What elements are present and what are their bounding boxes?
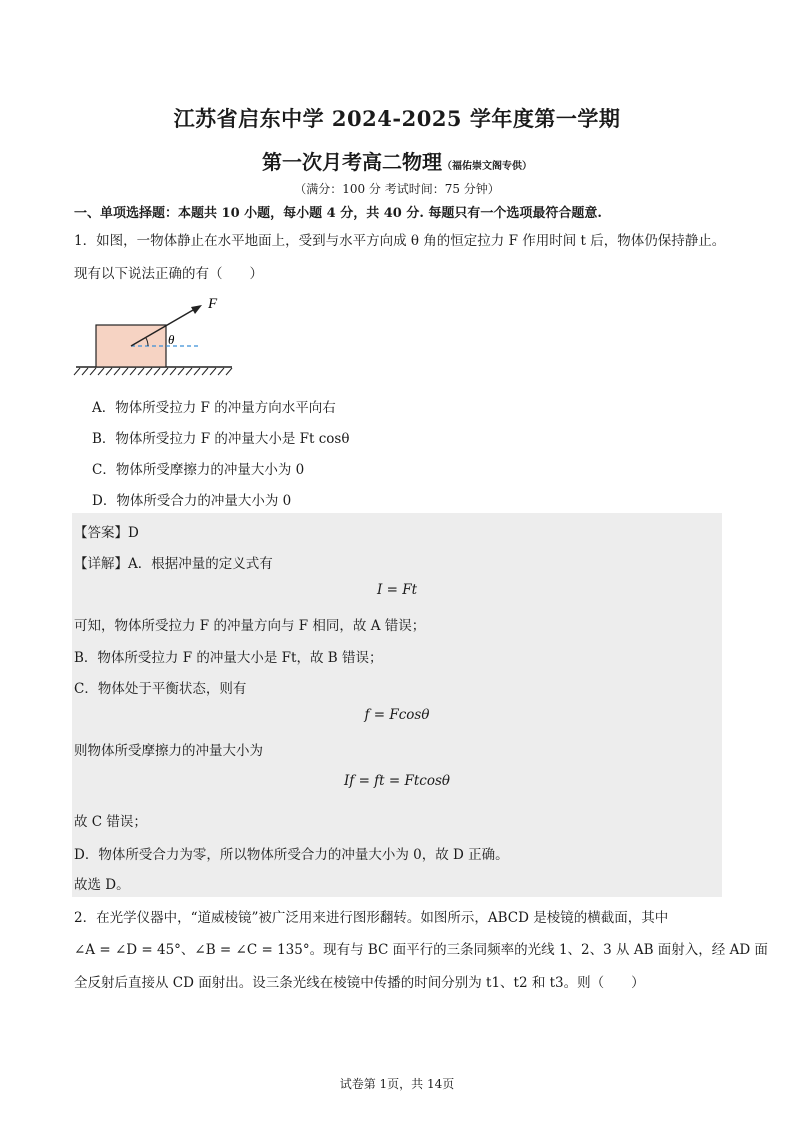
exam-title: 江苏省启东中学 2024-2025 学年度第一学期 xyxy=(173,106,621,131)
q1-answer: 【答案】D xyxy=(74,525,139,541)
q1-detail-line: 【详解】A．根据冲量的定义式有 xyxy=(74,556,273,572)
q1-option-c: C．物体所受摩擦力的冲量大小为 0 xyxy=(92,462,305,478)
q1-stem-line2: 现有以下说法正确的有（ ） xyxy=(74,266,263,282)
section-heading: 一、单项选择题：本题共 10 小题，每小题 4 分，共 40 分. 每题只有一个选项最符合题意. xyxy=(74,206,602,221)
q1-stem-line1: 1．如图，一物体静止在水平地面上，受到与水平方向成 θ 角的恒定拉力 F 作用时间 t 后，物体仍保持静止。 xyxy=(74,233,726,249)
q1-detail-line: 可知，物体所受拉力 F 的冲量方向与 F 相同，故 A 错误； xyxy=(74,618,426,634)
q2-stem-line2: ∠A = ∠D = 45°、∠B = ∠C = 135°。现有与 BC 面平行的三条同频率的光线 1、2、3 从 AB 面射入，经 AD 面 xyxy=(74,942,768,958)
exam-meta: （满分：100 分 考试时间：75 分钟） xyxy=(294,182,500,196)
force-arrowhead xyxy=(191,305,202,314)
q1-figure xyxy=(72,292,242,377)
exam-subtitle xyxy=(0,146,794,175)
ground-hatching xyxy=(74,368,232,375)
angle-label: θ xyxy=(168,332,175,347)
q1-detail-line: 故 C 错误； xyxy=(74,814,147,830)
page-footer: 试卷第 1页，共 14页 xyxy=(339,1077,455,1091)
q2-stem-line1: 2．在光学仪器中，“道威棱镜”被广泛用来进行图形翻转。如图所示，ABCD 是棱镜的横截面，其中 xyxy=(74,910,669,926)
exam-subtitle-text: 第一次月考高二物理 xyxy=(262,150,442,174)
q1-formula-friction-impulse: If = ft = Ftcosθ xyxy=(343,773,451,789)
exam-subtitle-note: （福佑崇文阁专供） xyxy=(442,161,532,172)
q1-option-d: D．物体所受合力的冲量大小为 0 xyxy=(92,493,292,509)
q1-formula-impulse: I = Ft xyxy=(376,582,418,598)
q2-stem-line3: 全反射后直接从 CD 面射出。设三条光线在棱镜中传播的时间分别为 t1、t2 和 t3。则（ ） xyxy=(74,975,645,991)
force-label: F xyxy=(208,296,218,312)
q1-detail-line: C．物体处于平衡状态，则有 xyxy=(74,681,247,697)
q1-detail-line: 则物体所受摩擦力的冲量大小为 xyxy=(74,743,263,759)
q1-option-b: B．物体所受拉力 F 的冲量大小是 Ft cosθ xyxy=(92,431,350,447)
q1-formula-friction: f = Fcosθ xyxy=(364,707,430,723)
q1-detail-line: B．物体所受拉力 F 的冲量大小是 Ft，故 B 错误； xyxy=(74,650,383,666)
q1-option-a: A．物体所受拉力 F 的冲量方向水平向右 xyxy=(92,400,336,416)
q1-detail-line: 故选 D。 xyxy=(74,877,130,893)
q1-detail-line: D．物体所受合力为零，所以物体所受合力的冲量大小为 0，故 D 正确。 xyxy=(74,847,509,863)
